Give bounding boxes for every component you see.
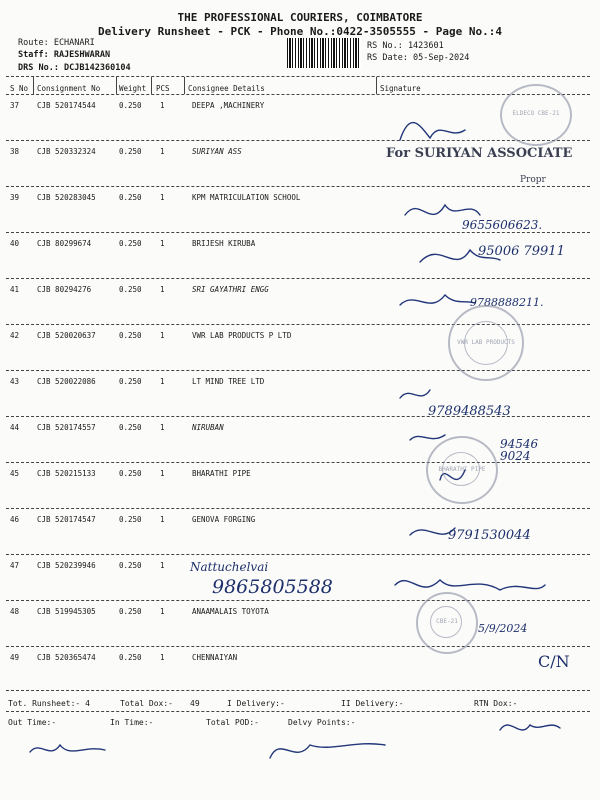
row-pcs: 1 (160, 423, 165, 432)
row-pcs: 1 (160, 607, 165, 616)
signature-stroke (405, 205, 480, 215)
row-sno: 42 (10, 331, 20, 340)
signature-stroke (395, 580, 545, 590)
row40-phone: 95006 79911 (478, 244, 565, 259)
row-consignment: CJB 520022086 (37, 377, 96, 386)
row-sno: 46 (10, 515, 20, 524)
row-consignee: LT MIND TREE LTD (192, 377, 265, 386)
row-sno: 40 (10, 239, 20, 248)
footer-in-time: In Time:- (110, 718, 154, 727)
row37-rubber-stamp (500, 84, 572, 146)
row-sno: 37 (10, 101, 20, 110)
row41-phone: 9788888211. (470, 296, 544, 309)
row38-prop-stamp: Propr (520, 175, 546, 185)
col-header-sno: S No (10, 84, 29, 93)
row-consignment: CJB 520174544 (37, 101, 96, 110)
row49-mark: C/N (538, 652, 570, 671)
row-weight: 0.250 (119, 377, 142, 386)
footer-ii-delivery: II Delivery:- (341, 699, 404, 708)
row-consignee: KPM MATRICULATION SCHOOL (192, 193, 301, 202)
row47-phone: 9865805588 (212, 576, 333, 598)
row-consignee: ANAAMALAIS TOYOTA (192, 607, 269, 616)
row-pcs: 1 (160, 101, 165, 110)
row-consignment: CJB 520215133 (37, 469, 96, 478)
row-pcs: 1 (160, 377, 165, 386)
footer-line (6, 711, 590, 712)
row-consignee: GENOVA FORGING (192, 515, 256, 524)
row-pcs: 1 (160, 239, 165, 248)
row-consignee: CHENNAIYAN (192, 653, 238, 662)
row-weight: 0.250 (119, 653, 142, 662)
row48-rubber-stamp (416, 592, 478, 654)
row-pcs: 1 (160, 561, 165, 570)
row-sno: 47 (10, 561, 20, 570)
row48-date: 5/9/2024 (478, 622, 528, 635)
row-weight: 0.250 (119, 331, 142, 340)
row45-stamp-text: BHARATHI PIPE (438, 466, 486, 473)
rs-number: RS No.: 1423601 (367, 41, 444, 51)
row-sno: 38 (10, 147, 20, 156)
row-consignee: SURIYAN ASS (192, 147, 242, 156)
row-weight: 0.250 (119, 147, 142, 156)
signature-stroke (400, 390, 430, 398)
row-pcs: 1 (160, 147, 165, 156)
row-sno: 39 (10, 193, 20, 202)
row44-phone: 94546 9024 (500, 437, 539, 463)
row46-phone: 9791530044 (448, 528, 531, 543)
col-header-signature: Signature (380, 84, 421, 93)
row-weight: 0.250 (119, 285, 142, 294)
row-pcs: 1 (160, 653, 165, 662)
row-sno: 48 (10, 607, 20, 616)
row-weight: 0.250 (119, 607, 142, 616)
row39-phone: 9655606623. (462, 218, 543, 232)
row-consignment: CJB 520020637 (37, 331, 96, 340)
row-sno: 49 (10, 653, 20, 662)
col-header-pcs: PCS (156, 84, 170, 93)
company-title: THE PROFESSIONAL COURIERS, COIMBATORE (177, 11, 423, 24)
rs-date: RS Date: 05-Sep-2024 (367, 53, 470, 63)
row-consignment: CJB 519945305 (37, 607, 96, 616)
row-consignee: BHARATHI PIPE (192, 469, 251, 478)
col-header-consignee: Consignee Details (188, 84, 265, 93)
row-consignment: CJB 520332324 (37, 147, 96, 156)
footer-delvy-points: Delvy Points:- (288, 718, 356, 727)
footer-i-delivery: I Delivery:- (227, 699, 285, 708)
row-weight: 0.250 (119, 239, 142, 248)
row-consignment: CJB 80294276 (37, 285, 92, 294)
signature-stroke (500, 725, 560, 730)
row-consignment: CJB 520174557 (37, 423, 96, 432)
row47-name: Nattuchelvai (190, 560, 269, 574)
signature-stroke (410, 435, 445, 440)
row42-stamp-text: VWR LAB PRODUCTS (457, 339, 515, 346)
row-pcs: 1 (160, 469, 165, 478)
row48-stamp-text: CBE-21 (436, 618, 458, 625)
row45-rubber-stamp (426, 436, 498, 504)
row-consignment: CJB 520283045 (37, 193, 96, 202)
footer-total-pod: Total POD:- (206, 718, 259, 727)
footer-out-time: Out Time:- (8, 718, 57, 727)
footer-rtn-dox: RTN Dox:- (474, 699, 518, 708)
row43-phone: 9789488543 (428, 404, 511, 419)
signature-stroke (400, 295, 475, 305)
row-weight: 0.250 (119, 515, 142, 524)
row42-rubber-stamp (448, 305, 524, 381)
runsheet-subtitle: Delivery Runsheet - PCK - Phone No.:0422-3505555 - Page No.:4 (98, 25, 502, 38)
row-consignee: VWR LAB PRODUCTS P LTD (192, 331, 292, 340)
row-pcs: 1 (160, 285, 165, 294)
row-weight: 0.250 (119, 193, 142, 202)
row-consignee: DEEPA ,MACHINERY (192, 101, 265, 110)
row-consignee: NIRUBAN (192, 423, 224, 432)
signature-stroke (400, 123, 465, 140)
row-consignment: CJB 520239946 (37, 561, 96, 570)
signature-stroke (30, 745, 105, 752)
row-consignment: CJB 520365474 (37, 653, 96, 662)
staff-label: Staff: RAJESHWARAN (18, 50, 111, 60)
row38-company-stamp: For SURIYAN ASSOCIATE (386, 146, 573, 161)
row-consignment: CJB 80299674 (37, 239, 92, 248)
row-weight: 0.250 (119, 423, 142, 432)
col-header-consignment: Consignment No (37, 84, 101, 93)
row-weight: 0.250 (119, 469, 142, 478)
row-pcs: 1 (160, 193, 165, 202)
row-weight: 0.250 (119, 561, 142, 570)
row-consignment: CJB 520174547 (37, 515, 96, 524)
row-weight: 0.250 (119, 101, 142, 110)
route-label: Route: ECHANARI (18, 38, 95, 48)
row37-stamp-text: ELDECO CBE-21 (512, 110, 560, 117)
row-sno: 44 (10, 423, 20, 432)
row-consignee: SRI GAYATHRI ENGG (192, 285, 269, 294)
drs-label: DRS No.: DCJB142360104 (18, 63, 131, 73)
row-sno: 45 (10, 469, 20, 478)
row-pcs: 1 (160, 331, 165, 340)
footer-total-dox-value: 49 (190, 699, 200, 708)
row-consignee: BRIJESH KIRUBA (192, 239, 256, 248)
row-sno: 41 (10, 285, 20, 294)
row-pcs: 1 (160, 515, 165, 524)
row-sno: 43 (10, 377, 20, 386)
col-header-weight: Weight (119, 84, 147, 93)
footer-total-dox-label: Total Dox:- (120, 699, 173, 708)
footer-tot-runsheet: Tot. Runsheet:- 4 (8, 699, 90, 708)
